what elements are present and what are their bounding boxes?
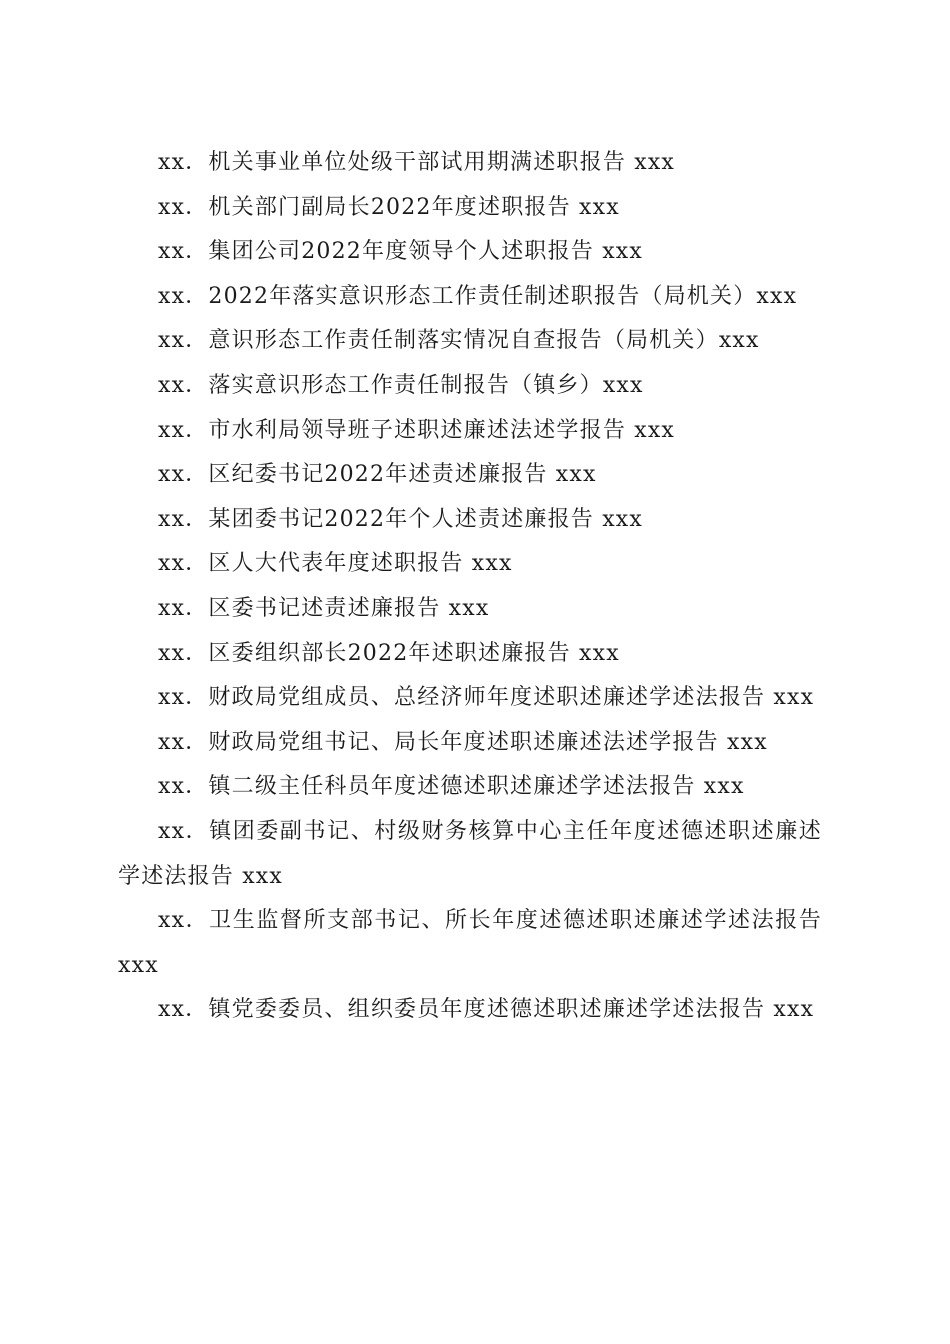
list-item: xx．区纪委书记2022年述责述廉报告 xxx: [158, 462, 597, 488]
list-item: xx．区委组织部长2022年述职述廉报告 xxx: [158, 640, 620, 666]
report-list: [118, 141, 822, 1033]
list-item: xx．意识形态工作责任制落实情况自查报告（局机关）xxx: [158, 328, 760, 354]
list-item: xx．某团委书记2022年个人述责述廉报告 xxx: [158, 506, 644, 532]
list-item: xx．镇二级主任科员年度述德述职述廉述学述法报告 xxx: [158, 774, 745, 800]
list-item: xx．镇党委委员、组织委员年度述德述职述廉述学述法报告 xxx: [158, 997, 815, 1023]
list-item: xx．财政局党组书记、局长年度述职述廉述法述学报告 xxx: [158, 729, 768, 755]
list-item: xx．财政局党组成员、总经济师年度述职述廉述学述法报告 xxx: [158, 685, 815, 711]
list-item: xx．机关事业单位处级干部试用期满述职报告 xxx: [158, 150, 676, 175]
list-item: xx．镇团委副书记、村级财务核算中心主任年度述德述职述廉述学述法报告 xxx: [118, 818, 822, 889]
list-item: xx．卫生监督所支部书记、所长年度述德述职述廉述学述法报告 xxx: [118, 908, 822, 978]
list-item: xx．区人大代表年度述职报告 xxx: [158, 551, 513, 577]
list-item: xx．2022年落实意识形态工作责任制述职报告（局机关）xxx: [158, 283, 798, 309]
list-item: xx．区委书记述责述廉报告 xxx: [158, 595, 490, 621]
list-item: xx．落实意识形态工作责任制报告（镇乡）xxx: [158, 372, 644, 398]
list-item: xx．机关部门副局长2022年度述职报告 xxx: [158, 194, 620, 220]
list-item: xx．集团公司2022年度领导个人述职报告 xxx: [158, 239, 644, 265]
list-item: xx．市水利局领导班子述职述廉述法述学报告 xxx: [158, 417, 676, 443]
